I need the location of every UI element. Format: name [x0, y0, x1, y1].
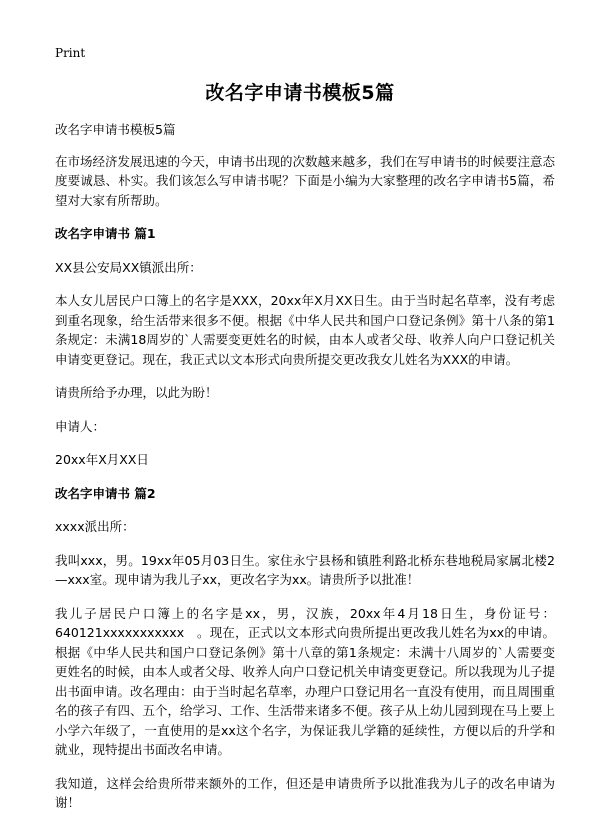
document-body [55, 120, 555, 827]
section1-heading: 改名字申请书 篇1 [55, 226, 156, 241]
section2-para3: 我知道，这样会给贵所带来额外的工作，但还是申请贵所予以批准我为儿子的改名申请为谢！ [55, 775, 555, 810]
intro-paragraph: 在市场经济发展迅速的今天，申请书出现的次数越来越多，我们在写申请书的时候要注意态度要诚恳、朴实。我们该怎么写申请书呢？下面是小编为大家整理的改名字申请书5篇，希望对大家有所帮助。 [55, 153, 556, 208]
section2-heading: 改名字申请书 篇2 [55, 485, 156, 501]
page-title: 改名字申请书模板5篇 [205, 82, 395, 104]
section1-request: 请贵所给予办理，以此为盼！ [55, 385, 218, 400]
intro-subtitle: 改名字申请书模板5篇 [55, 122, 176, 137]
section1-body: 本人女儿居民户口簿上的名字是XXX，20xx年X月XX日生。由于当时起名草率，没有考虑到重名现象，给生活带来很多不便。根据《中华人民共和国户口登记条例》第十八条的第1条规定：未满18周岁的`人需要变更姓名的时候，由本人或者父母、收养人向户口登记机关申请变更登记。现在，我正式以文本形式向贵所提交更改我女儿姓名为XXX的申请。 [55, 293, 555, 367]
section2-addressee: xxxx派出所： [55, 519, 135, 534]
print-label: Print [55, 46, 86, 60]
section2-para1: 我叫xxx，男。19xx年05月03日生。家住永宁县杨和镇胜利路北桥东巷地税局家属北楼2—xxx室。现申请为我儿子xx，更改名字为xx。请贵所予以批准！ [55, 552, 555, 587]
section1-addressee: XX县公安局XX镇派出所： [55, 259, 202, 275]
section1-applicant: 申请人： [55, 418, 106, 434]
section1-date: 20xx年X月XX日 [55, 452, 149, 467]
section2-para2: 我儿子居民户口簿上的名字是xx，男，汉族，20xx年4月18日生，身份证号：640121xxxxxxxxxxx 。现在，正式以文本形式向贵所提出更改我儿姓名为xx的申请。根据《中华人民共和国户口登记条例》第十八章的第1条规定：未满十八周岁的`人需要变更姓名的时候，由本人或者父母、收养人向户口登记机关申请变更登记。所以我现为儿子提出书面申请。改名理由：由于当时起名草率，办理户口登记用名一直没有使用，而且周围重名的孩子有四、五个，给学习、工作、生活带来诸多不便。孩子从上幼儿园到现在马上要上小学六年级了，一直使用的是xx这个名字，为保证我儿学籍的延续性，方便以后的升学和就业，现特提出书面改名申请。 [55, 605, 556, 757]
